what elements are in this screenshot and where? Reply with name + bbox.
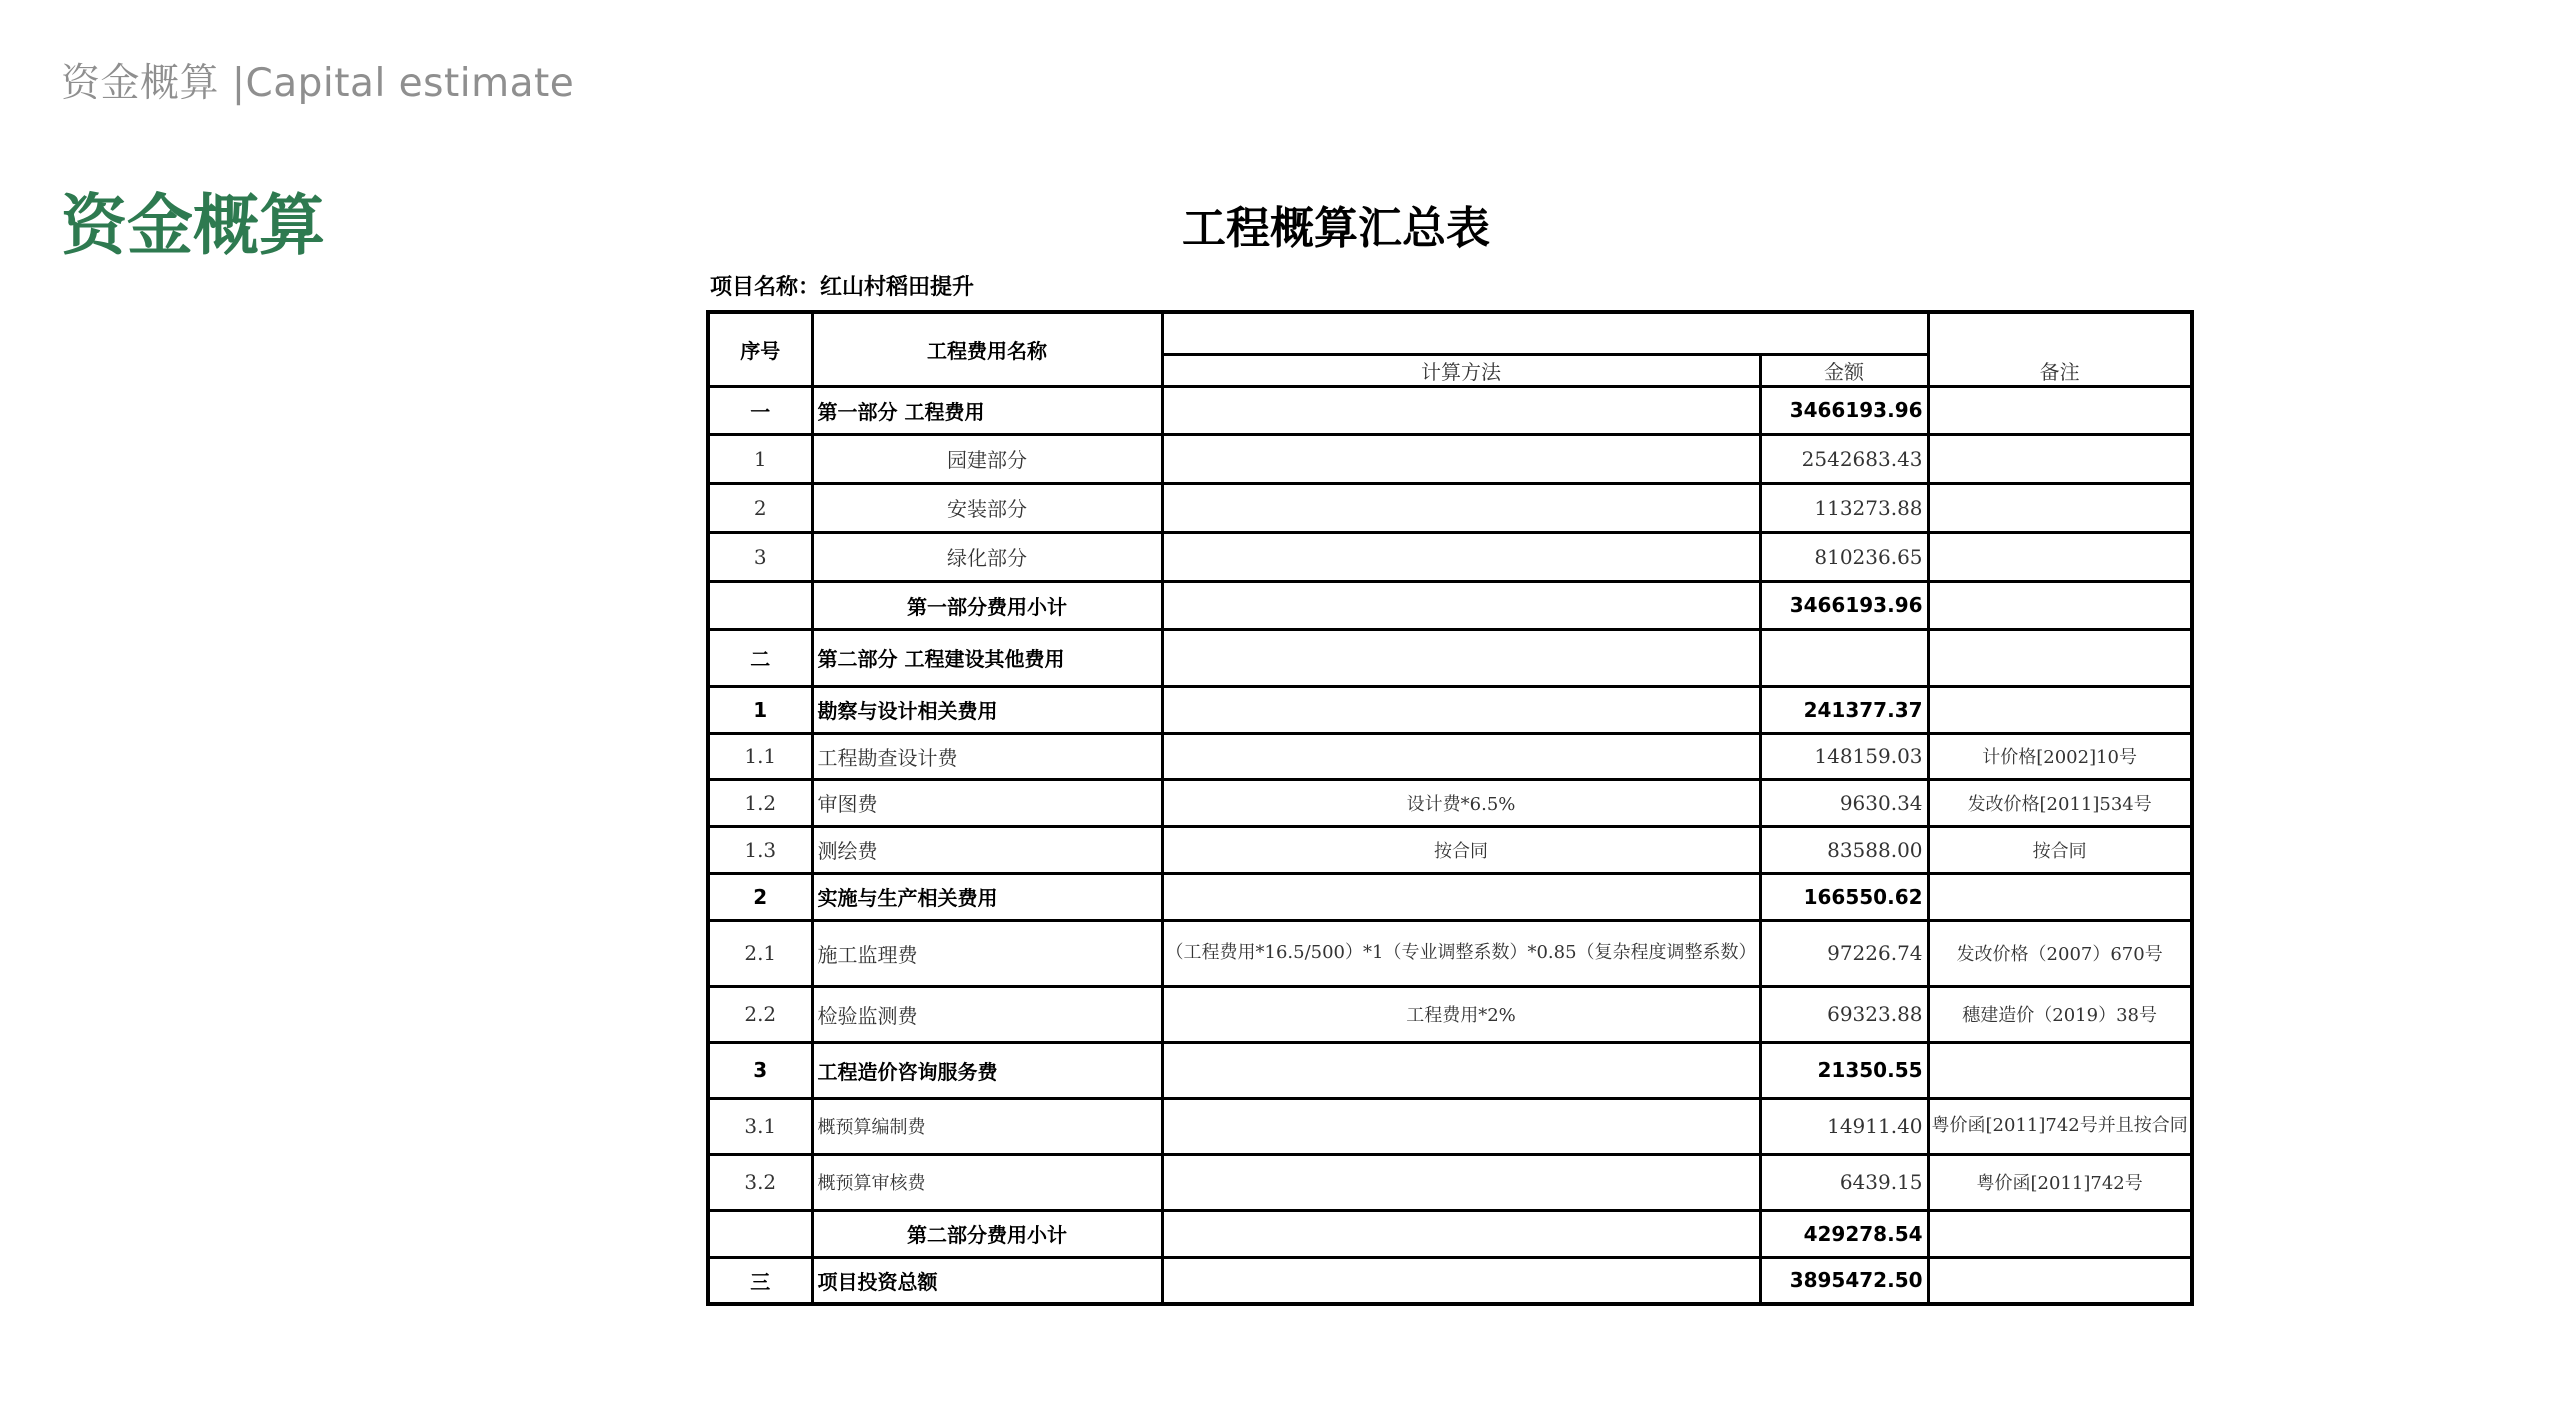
cell-amount: 14911.40	[1760, 1098, 1928, 1154]
cell-remark	[1928, 483, 2192, 532]
cell-seq: 二	[708, 629, 812, 686]
cell-amount: 97226.74	[1760, 920, 1928, 986]
table-row	[708, 1210, 2192, 1257]
cell-seq: 1.1	[708, 733, 812, 779]
cell-amount: 21350.55	[1760, 1042, 1928, 1098]
cell-seq: 1.2	[708, 779, 812, 826]
table-row	[708, 1154, 2192, 1210]
header-blank	[1162, 312, 1928, 354]
cell-name: 工程造价咨询服务费	[812, 1042, 1162, 1098]
table-row	[708, 483, 2192, 532]
cell-method	[1162, 434, 1760, 483]
cell-method	[1162, 1098, 1760, 1154]
estimate-table	[706, 310, 2194, 1306]
table-row	[708, 532, 2192, 581]
cell-name: 项目投资总额	[812, 1257, 1162, 1304]
cell-name: 测绘费	[812, 826, 1162, 873]
cell-amount: 6439.15	[1760, 1154, 1928, 1210]
table-row	[708, 1042, 2192, 1098]
cell-remark	[1928, 532, 2192, 581]
cell-name: 绿化部分	[812, 532, 1162, 581]
cell-seq	[708, 1210, 812, 1257]
cell-seq: 1.3	[708, 826, 812, 873]
cell-method	[1162, 629, 1760, 686]
cell-remark: 粤价函[2011]742号并且按合同	[1928, 1098, 2192, 1154]
cell-amount: 3466193.96	[1760, 386, 1928, 434]
cell-seq: 1	[708, 686, 812, 733]
cell-remark	[1928, 686, 2192, 733]
table-row	[708, 386, 2192, 434]
cell-remark: 发改价格（2007）670号	[1928, 920, 2192, 986]
cell-method	[1162, 483, 1760, 532]
table-row	[708, 873, 2192, 920]
table-row	[708, 779, 2192, 826]
cell-seq: 3.1	[708, 1098, 812, 1154]
header-method: 计算方法	[1162, 354, 1760, 386]
cell-method	[1162, 532, 1760, 581]
cell-name: 第二部分费用小计	[812, 1210, 1162, 1257]
cell-seq: 2.2	[708, 986, 812, 1042]
cell-name: 概预算编制费	[812, 1098, 1162, 1154]
table-row	[708, 733, 2192, 779]
cell-method	[1162, 1257, 1760, 1304]
cell-remark: 发改价格[2011]534号	[1928, 779, 2192, 826]
cell-remark	[1928, 434, 2192, 483]
cell-amount: 69323.88	[1760, 986, 1928, 1042]
cell-name: 安装部分	[812, 483, 1162, 532]
cell-amount: 148159.03	[1760, 733, 1928, 779]
header-remark: 备注	[1928, 312, 2192, 386]
table-row	[708, 629, 2192, 686]
cell-seq: 三	[708, 1257, 812, 1304]
cell-remark: 粤价函[2011]742号	[1928, 1154, 2192, 1210]
cell-remark	[1928, 386, 2192, 434]
header-seq: 序号	[708, 312, 812, 386]
cell-amount: 810236.65	[1760, 532, 1928, 581]
cell-remark	[1928, 1210, 2192, 1257]
cell-name: 第一部分费用小计	[812, 581, 1162, 629]
table-title: 工程概算汇总表	[1182, 203, 1490, 254]
cell-name: 勘察与设计相关费用	[812, 686, 1162, 733]
cell-name: 工程勘查设计费	[812, 733, 1162, 779]
cell-name: 第二部分 工程建设其他费用	[812, 629, 1162, 686]
table-row	[708, 1257, 2192, 1304]
cell-seq: 1	[708, 434, 812, 483]
cell-method	[1162, 686, 1760, 733]
cell-amount: 83588.00	[1760, 826, 1928, 873]
cell-seq: 2.1	[708, 920, 812, 986]
cell-method	[1162, 1154, 1760, 1210]
cell-remark	[1928, 629, 2192, 686]
cell-remark	[1928, 581, 2192, 629]
cell-seq: 2	[708, 873, 812, 920]
table-row	[708, 434, 2192, 483]
cell-method	[1162, 873, 1760, 920]
header-name: 工程费用名称	[812, 312, 1162, 386]
cell-remark: 计价格[2002]10号	[1928, 733, 2192, 779]
cell-remark	[1928, 1257, 2192, 1304]
cell-seq: 3.2	[708, 1154, 812, 1210]
section-title: 资金概算	[61, 186, 325, 264]
table-row	[708, 581, 2192, 629]
cell-method	[1162, 386, 1760, 434]
cell-amount: 241377.37	[1760, 686, 1928, 733]
project-name: 项目名称：红山村稻田提升	[710, 275, 975, 300]
cell-seq: 3	[708, 532, 812, 581]
cell-seq: 一	[708, 386, 812, 434]
table-row	[708, 1098, 2192, 1154]
cell-name: 园建部分	[812, 434, 1162, 483]
cell-remark	[1928, 1042, 2192, 1098]
cell-remark	[1928, 873, 2192, 920]
cell-name: 第一部分 工程费用	[812, 386, 1162, 434]
cell-method: 按合同	[1162, 826, 1760, 873]
cell-name: 概预算审核费	[812, 1154, 1162, 1210]
cell-amount: 2542683.43	[1760, 434, 1928, 483]
cell-amount: 166550.62	[1760, 873, 1928, 920]
cell-amount: 113273.88	[1760, 483, 1928, 532]
cell-amount	[1760, 629, 1928, 686]
cell-method	[1162, 1042, 1760, 1098]
cell-seq: 3	[708, 1042, 812, 1098]
cell-method: 设计费*6.5%	[1162, 779, 1760, 826]
table-row	[708, 826, 2192, 873]
cell-method	[1162, 733, 1760, 779]
cell-amount: 429278.54	[1760, 1210, 1928, 1257]
header-title: 资金概算 |Capital estimate	[61, 61, 575, 106]
cell-seq: 2	[708, 483, 812, 532]
header-amount: 金额	[1760, 354, 1928, 386]
cell-name: 实施与生产相关费用	[812, 873, 1162, 920]
cell-amount: 9630.34	[1760, 779, 1928, 826]
cell-name: 审图费	[812, 779, 1162, 826]
cell-method: 工程费用*2%	[1162, 986, 1760, 1042]
cell-remark: 按合同	[1928, 826, 2192, 873]
cell-method: （工程费用*16.5/500）*1（专业调整系数）*0.85（复杂程度调整系数）	[1162, 920, 1760, 986]
cell-name: 施工监理费	[812, 920, 1162, 986]
table-row	[708, 920, 2192, 986]
cell-amount: 3466193.96	[1760, 581, 1928, 629]
cell-name: 检验监测费	[812, 986, 1162, 1042]
cell-seq	[708, 581, 812, 629]
cell-amount: 3895472.50	[1760, 1257, 1928, 1304]
cell-method	[1162, 1210, 1760, 1257]
cell-method	[1162, 581, 1760, 629]
table-row	[708, 686, 2192, 733]
cell-remark: 穗建造价（2019）38号	[1928, 986, 2192, 1042]
table-row	[708, 986, 2192, 1042]
header-row	[708, 312, 2192, 354]
